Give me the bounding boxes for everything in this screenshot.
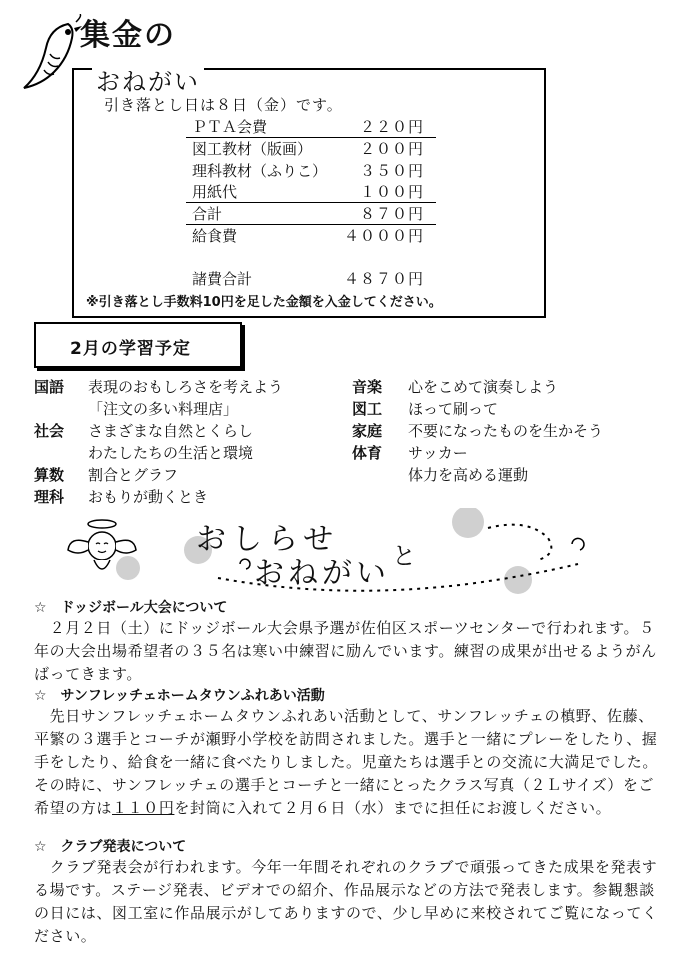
fee-label: 理科教材（ふりこ） [192, 162, 328, 180]
subject-text: 不要になったものを生かそう [408, 422, 604, 440]
subject-label: 理科 [34, 488, 65, 506]
subject-text: わたしたちの生活と環境 [88, 444, 254, 462]
notice-banner-title: おしらせ [196, 522, 340, 557]
subject-text: さまざまな自然とくらし [88, 422, 254, 440]
subject-text: おもりが動くとき [88, 488, 209, 506]
plan-title: 2月の学習予定 [70, 339, 191, 359]
fee-label: 用紙代 [192, 183, 238, 201]
fee-amount: ３５０円 [359, 162, 424, 180]
fee-row [186, 181, 436, 203]
subject-text: 表現のおもしろさを考えよう [88, 378, 284, 396]
notice-price: １１０円 [112, 799, 175, 817]
subject-text: 体力を高める運動 [408, 466, 529, 484]
notice-body: ２月２日（土）にドッジボール大会県予選が佐伯区スポーツセンターで行われます。５年の大会出場希望者の３５名は寒い中練習に励んでいます。練習の成果が出せるようがんばってきます。 [34, 619, 657, 683]
fee-subtitle: おねがい [92, 62, 204, 97]
subject-label: 音楽 [352, 378, 383, 396]
fee-row [186, 225, 436, 246]
fee-title: 集金の [80, 18, 176, 53]
fee-label: 合計 [192, 205, 223, 223]
notice-body: クラブ発表会が行われます。今年一年間それぞれのクラブで頑張ってきた成果を発表する場です。ステージ発表、ビデオでの紹介、作品展示などの方法で発表します。参観懇談の日には、図工室に作品展示がしてありますので、少し早めに来校されてご覧になってください。 [34, 858, 658, 945]
notice-body [34, 705, 664, 820]
subject-text: 心をこめて演奏しよう [408, 378, 559, 396]
notice-title: ☆ ドッジボール大会について [34, 600, 228, 616]
notice-banner-mid: と [392, 542, 416, 570]
plan-header [34, 322, 242, 368]
subject-text: ほって刷って [408, 400, 499, 418]
fee-amount: ２００円 [359, 140, 424, 158]
fee-row [186, 160, 436, 181]
fee-amount: １００円 [359, 183, 424, 201]
subject-label: 図工 [352, 400, 383, 418]
fee-amount: ４８７０円 [343, 270, 424, 288]
fee-amount: ２２０円 [359, 118, 424, 136]
fee-row [186, 116, 436, 138]
fee-row [186, 203, 436, 225]
subject-label: 社会 [34, 422, 65, 440]
fee-label: 図工教材（版画） [192, 140, 313, 158]
fee-label: ＰＴＡ会費 [192, 118, 268, 136]
notice-banner-subtitle: おねがい [254, 556, 390, 591]
notice-title: ☆ サンフレッチェホームタウンふれあい活動 [34, 688, 325, 704]
subject-label: 家庭 [352, 422, 383, 440]
fee-amount: ４０００円 [343, 227, 424, 245]
fee-label: 諸費合計 [192, 270, 253, 288]
notice-title: ☆ クラブ発表について [34, 839, 187, 855]
fee-amount: ８７０円 [359, 205, 424, 223]
subject-text: サッカー [408, 444, 468, 462]
notice-body-text: を封筒に入れて２月６日（水）までに担任にお渡しください。 [174, 799, 612, 817]
fee-label: 給食費 [192, 227, 238, 245]
fee-intro: 引き落とし日は８日（金）です。 [104, 96, 343, 114]
fee-row [186, 138, 436, 159]
notice-body-text: 先日サンフレッチェホームタウンふれあい活動として、サンフレッチェの槙野、佐藤、平繁の３選手とコーチが瀬野小学校を訪問されました。選手と一緒にプレーをしたり、握手をしたり、給食を一緒に食べたりしました。児童たちは選手との交流に大満足でした。その時に、サンフレッチェの選手とコーチと一緒にとったクラス写真（２Ｌサイズ）をご希望の方は [34, 707, 659, 817]
subject-label: 算数 [34, 466, 65, 484]
fee-row [186, 268, 436, 289]
subject-text: 割合とグラフ [88, 466, 179, 484]
subject-text: 「注文の多い料理店」 [88, 400, 239, 418]
subject-label: 体育 [352, 444, 383, 462]
fee-note: ※引き落とし手数料10円を足した金額を入金してください。 [86, 295, 442, 310]
subject-label: 国語 [34, 378, 65, 396]
